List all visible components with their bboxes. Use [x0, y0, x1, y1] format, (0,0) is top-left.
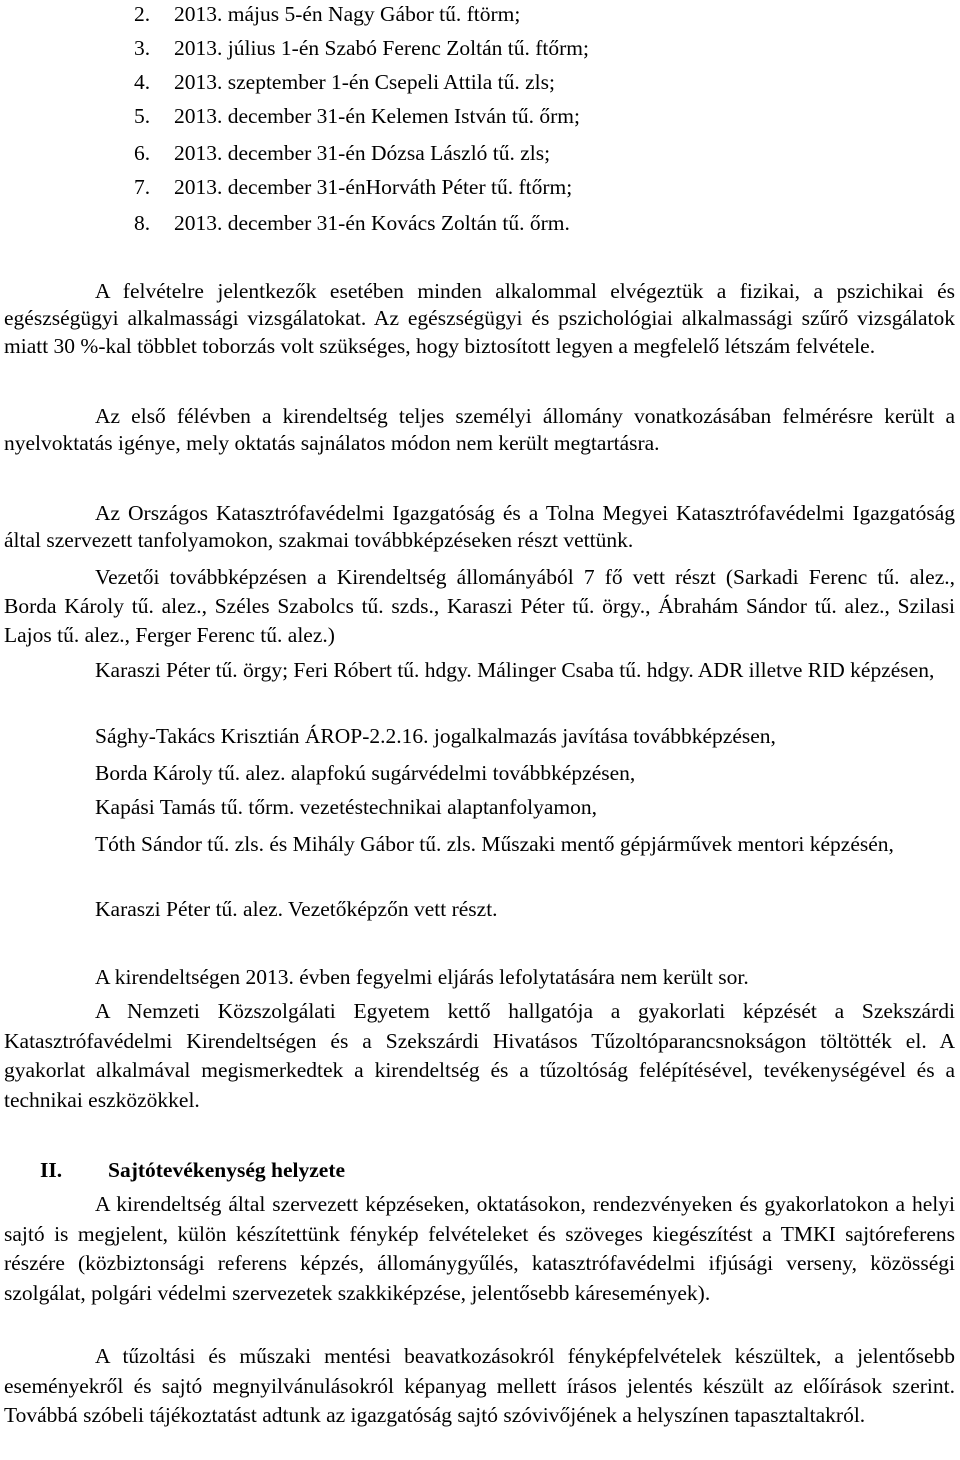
paragraph-mentor-training: Tóth Sándor tű. zls. és Mihály Gábor tű. zls. Műszaki mentő gépjárművek mentori képzésén,	[95, 832, 894, 856]
list-item	[134, 2, 520, 26]
list-item-number: 6.	[134, 141, 151, 165]
list-item-number: 7.	[134, 175, 151, 199]
training-line-radiation: Borda Károly tű. alez. alapfokú sugárvédelmi továbbképzésen,	[95, 761, 636, 785]
list-item-number: 3.	[134, 36, 151, 60]
paragraph-university-students: A Nemzeti Közszolgálati Egyetem kettő hallgatója a gyakorlati képzését a Szekszárdi Katasztrófavédelmi Kirendeltségen és a Szekszárdi Hivatásos Tűzoltóparancsnokságon töltötték el. A gyakorlat alkalmával megismerkedtek a kirendeltség és a tűzoltóság felépítésével, tevékenységével és a technikai eszközökkel.	[4, 999, 955, 1112]
paragraph-recruitment: A felvételre jelentkezők esetében minden alkalommal elvégeztük a fizikai, a pszichikai és egészségügyi alkalmassági vizsgálatokat. Az egészségügyi és pszichológiai alkalmassági szűrő vizsgálatok miatt 30 %-kal többlet toborzás volt szükséges, hogy biztosított legyen a megfelelő létszám felvétele.	[4, 279, 955, 358]
list-item-text: 2013. december 31-én Dózsa László tű. zls;	[174, 141, 551, 165]
list-item-text: 2013. december 31-énHorváth Péter tű. ftőrm;	[174, 175, 573, 199]
list-item-text: 2013. július 1-én Szabó Ferenc Zoltán tű. ftőrm;	[174, 36, 589, 60]
list-item-number: 5.	[134, 104, 151, 128]
paragraph-discipline: A kirendeltségen 2013. évben fegyelmi eljárás lefolytatására nem került sor.	[95, 965, 749, 989]
list-item	[134, 211, 570, 235]
paragraph-courses: Az Országos Katasztrófavédelmi Igazgatóság és a Tolna Megyei Katasztrófavédelmi Igazgatóság által szervezett tanfolyamokon, szakmai továbbképzéseken részt vettünk.	[4, 501, 955, 553]
list-item-number: 2.	[134, 2, 151, 26]
list-item	[134, 36, 589, 60]
training-line-driving: Kapási Tamás tű. tőrm. vezetéstechnikai alaptanfolyamon,	[95, 795, 597, 819]
training-line-leader: Karaszi Péter tű. alez. Vezetőképzőn vett részt.	[95, 897, 498, 921]
paragraph-leadership-training: Vezetői továbbképzésen a Kirendeltség állományából 7 fő vett részt (Sarkadi Ferenc tű. alez., Borda Károly tű. alez., Széles Szabolcs tű. szds., Karaszi Péter tű. örgy., Ábrahám Sándor tű. alez., Szilasi Lajos tű. alez., Ferger Ferenc tű. alez.)	[4, 565, 955, 647]
paragraph-language-training: Az első félévben a kirendeltség teljes személyi állomány vonatkozásában felmérésre került a nyelvoktatás igénye, mely oktatás sajnálatos módon nem került megtartásra.	[4, 404, 955, 456]
paragraph-adr-rid: Karaszi Péter tű. örgy; Feri Róbert tű. hdgy. Málinger Csaba tű. hdgy. ADR illetve RID képzésen,	[95, 658, 935, 682]
list-item	[134, 141, 550, 165]
section-number: II.	[40, 1158, 63, 1182]
list-item-number: 8.	[134, 211, 151, 235]
training-line-arop: Sághy-Takács Krisztián ÁROP-2.2.16. jogalkalmazás javítása továbbképzésen,	[95, 724, 776, 748]
list-item-text: 2013. december 31-én Kovács Zoltán tű. őrm.	[174, 211, 570, 235]
section-title: Sajtótevékenység helyzete	[108, 1158, 346, 1182]
list-item	[134, 104, 580, 128]
list-item	[134, 70, 555, 94]
paragraph-press-reports: A tűzoltási és műszaki mentési beavatkozásokról fényképfelvételek készültek, a jelentősebb eseményekről és sajtó megnyilvánulásokról képanyag mellett írásos jelentés készült az előírások szerint. Továbbá szóbeli tájékoztatást adtunk az igazgatóság sajtó szóvivőjének a helyszínen tapasztaltakról.	[4, 1344, 955, 1427]
list-item-number: 4.	[134, 70, 151, 94]
list-item-text: 2013. december 31-én Kelemen István tű. őrm;	[174, 104, 580, 128]
list-item-text: 2013. szeptember 1-én Csepeli Attila tű. zls;	[174, 70, 555, 94]
paragraph-press-events: A kirendeltség által szervezett képzéseken, oktatásokon, rendezvényeken és gyakorlatokon a helyi sajtó is megjelent, külön készítettünk fénykép felvételeket és szöveges kiegészítést a TMKI sajtóreferens részére (közbiztonsági referens képzés, állománygyűlés, katasztrófavédelmi ifjúsági verseny, közösségi szolgálat, polgári védelmi szervezetek szakkiképzése, jelentősebb káresemények).	[4, 1192, 955, 1305]
list-item	[134, 175, 572, 199]
list-item-text: 2013. május 5-én Nagy Gábor tű. ftörm;	[174, 2, 521, 26]
